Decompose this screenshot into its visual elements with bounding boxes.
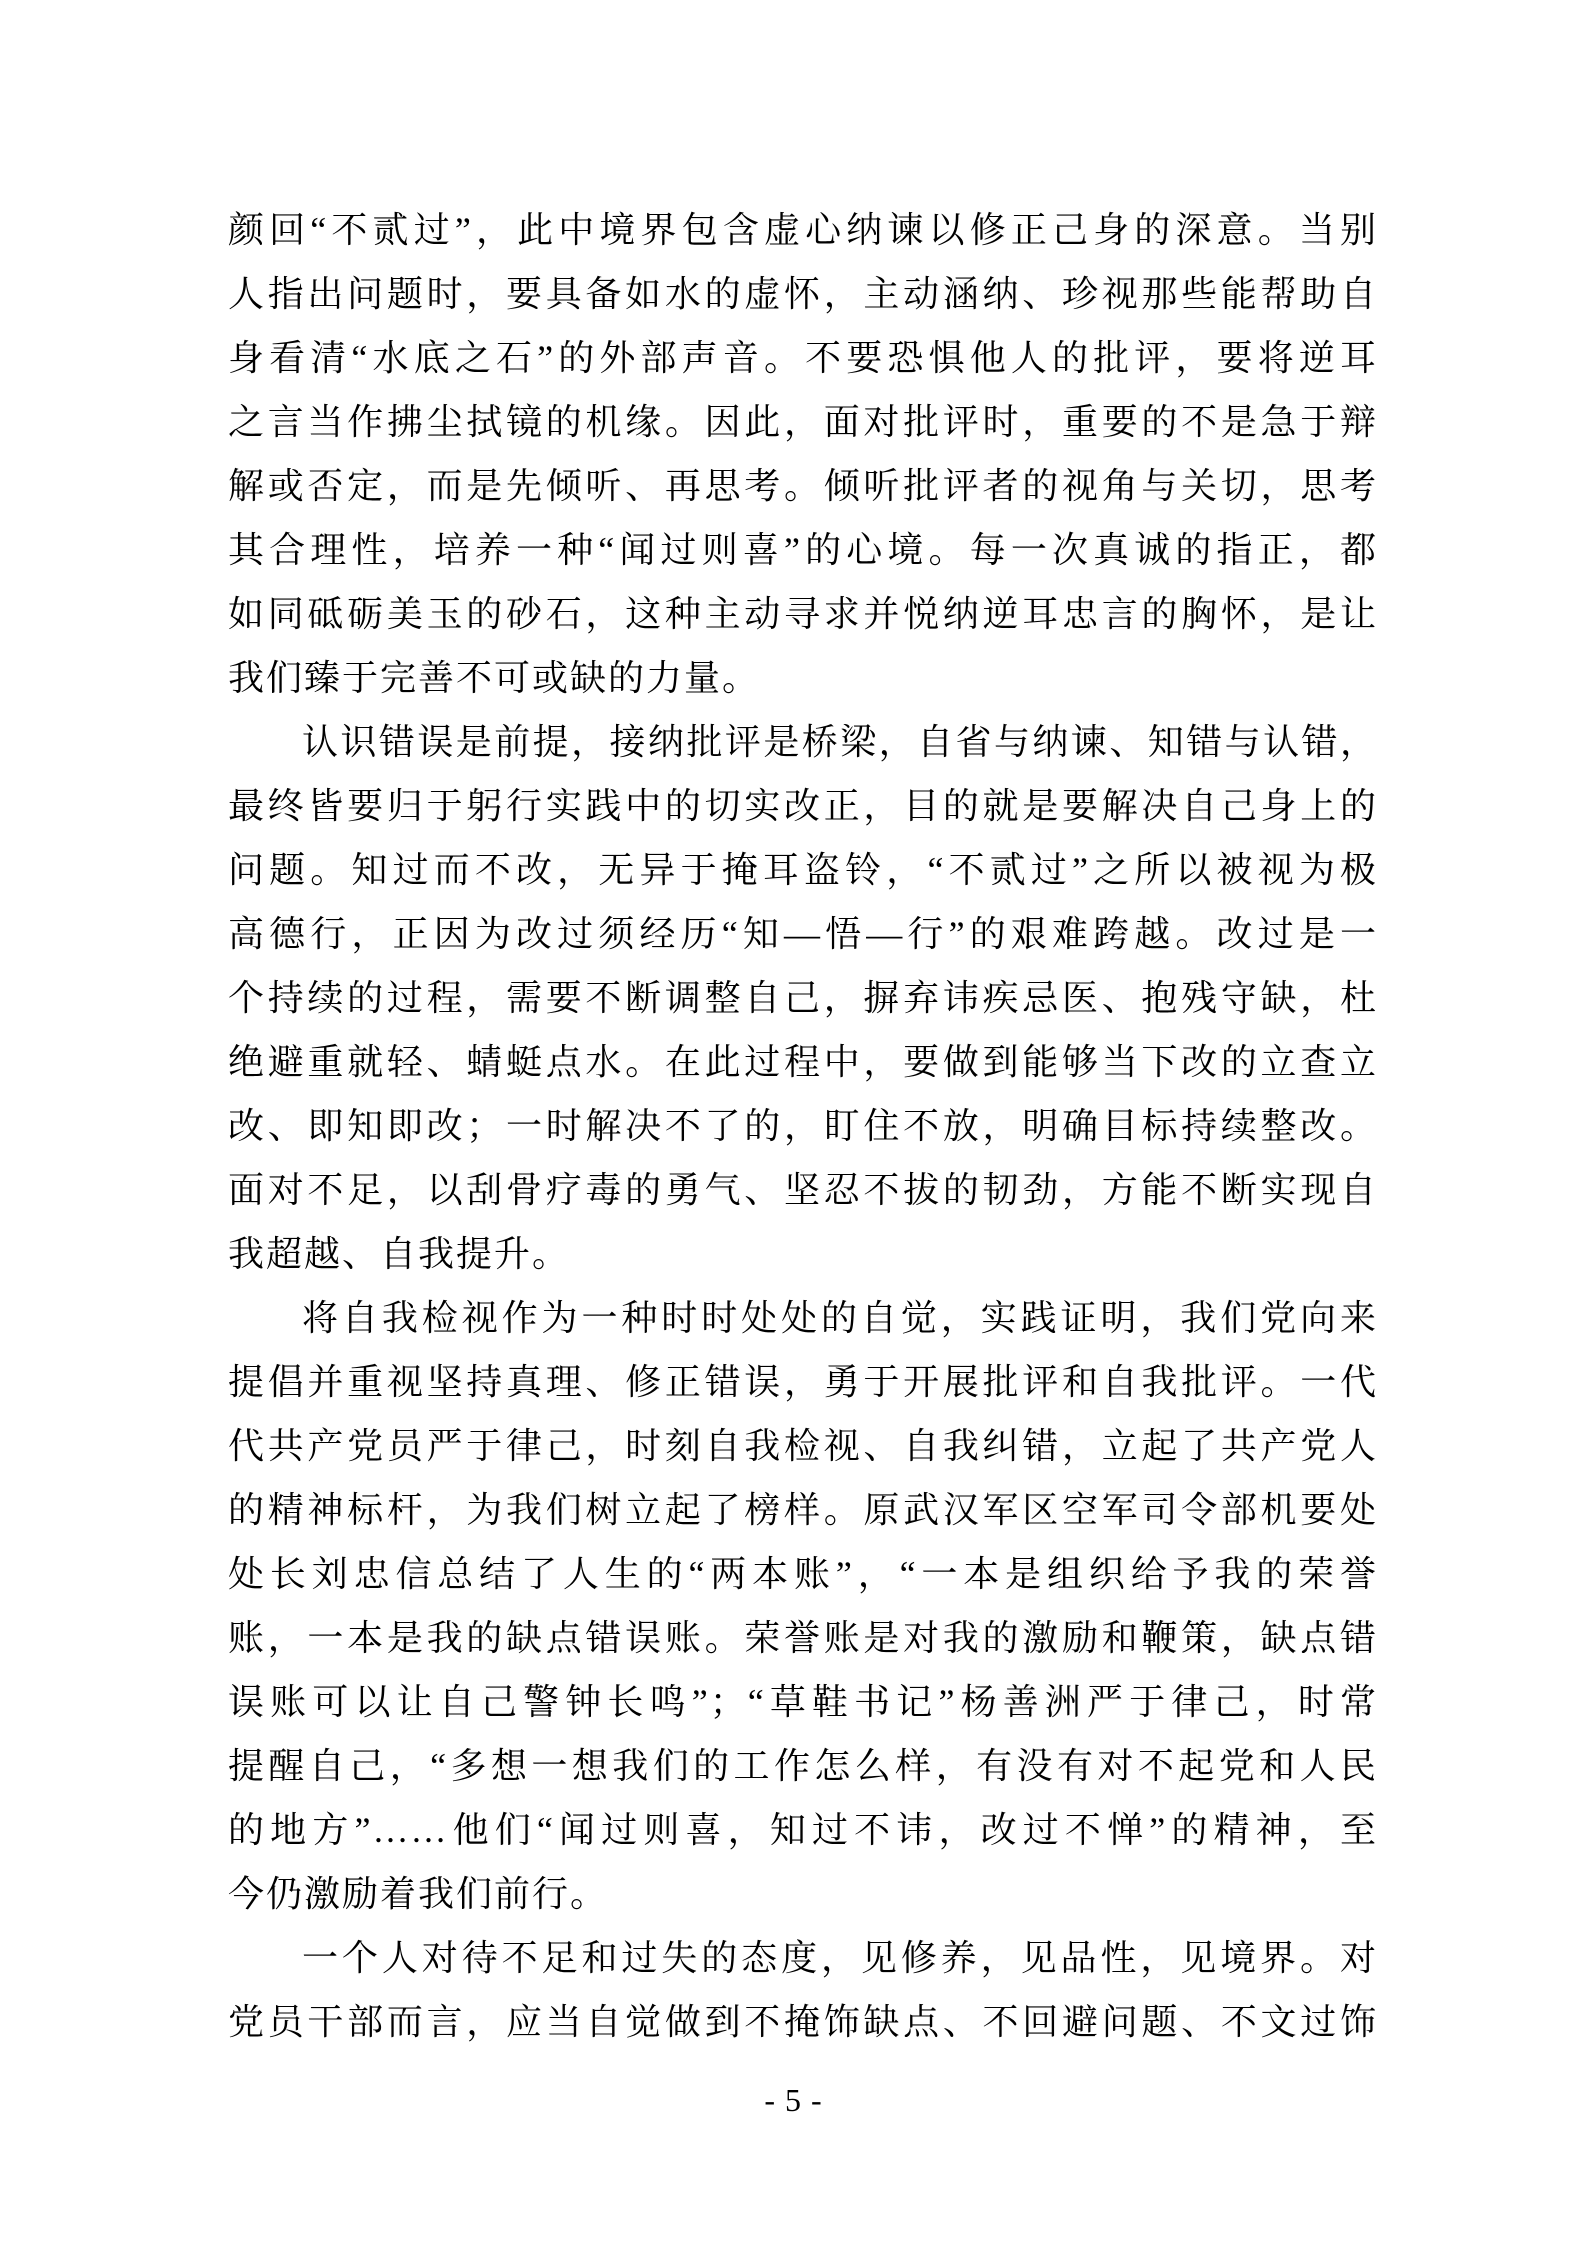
- text-line: 误账可以让自己警钟长鸣”；“草鞋书记”杨善洲严于律己，时常: [228, 1682, 1378, 1722]
- page-text: [228, 198, 1378, 2054]
- text-line: 的地方”……他们“闻过则喜，知过不讳，改过不惮”的精神，至: [228, 1810, 1378, 1850]
- text-line: 如同砥砺美玉的砂石，这种主动寻求并悦纳逆耳忠言的胸怀，是让: [228, 594, 1378, 634]
- paragraph: [228, 198, 1378, 710]
- text-line: 将自我检视作为一种时时处处的自觉，实践证明，我们党向来: [302, 1298, 1378, 1338]
- text-line: 我们臻于完善不可或缺的力量。: [228, 658, 761, 698]
- text-line: 代共产党员严于律己，时刻自我检视、自我纠错，立起了共产党人: [228, 1426, 1378, 1466]
- text-line: 身看清“水底之石”的外部声音。不要恐惧他人的批评，要将逆耳: [228, 338, 1378, 378]
- text-line: 党员干部而言，应当自觉做到不掩饰缺点、不回避问题、不文过饰: [228, 2002, 1378, 2042]
- text-line: 提倡并重视坚持真理、修正错误，勇于开展批评和自我批评。一代: [228, 1362, 1378, 1402]
- page-number: - 5 -: [764, 2082, 823, 2118]
- text-line: 高德行，正因为改过须经历“知—悟—行”的艰难跨越。改过是一: [228, 914, 1378, 954]
- text-line: 解或否定，而是先倾听、再思考。倾听批评者的视角与关切，思考: [228, 466, 1378, 506]
- paragraph: [228, 1926, 1378, 2054]
- text-line: 的精神标杆，为我们树立起了榜样。原武汉军区空军司令部机要处: [228, 1490, 1378, 1530]
- text-line: 一个人对待不足和过失的态度，见修养，见品性，见境界。对: [302, 1938, 1378, 1978]
- text-line: 人指出问题时，要具备如水的虚怀，主动涵纳、珍视那些能帮助自: [228, 274, 1378, 314]
- text-line: 绝避重就轻、蜻蜓点水。在此过程中，要做到能够当下改的立查立: [228, 1042, 1378, 1082]
- text-line: 处长刘忠信总结了人生的“两本账”，“一本是组织给予我的荣誉: [228, 1554, 1378, 1594]
- text-line: 问题。知过而不改，无异于掩耳盗铃，“不贰过”之所以被视为极: [228, 850, 1378, 890]
- paragraph: [228, 710, 1378, 1286]
- text-line: 今仍激励着我们前行。: [228, 1874, 609, 1914]
- text-line: 最终皆要归于躬行实践中的切实改正，目的就是要解决自己身上的: [228, 786, 1378, 826]
- text-line: 改、即知即改；一时解决不了的，盯住不放，明确目标持续整改。: [228, 1106, 1378, 1146]
- paragraph: [228, 1286, 1378, 1926]
- text-line: 颜回“不贰过”，此中境界包含虚心纳谏以修正己身的深意。当别: [228, 210, 1378, 250]
- text-line: 其合理性，培养一种“闻过则喜”的心境。每一次真诚的指正，都: [228, 530, 1378, 570]
- text-line: 认识错误是前提，接纳批评是桥梁，自省与纳谏、知错与认错，: [302, 722, 1378, 762]
- text-line: 之言当作拂尘拭镜的机缘。因此，面对批评时，重要的不是急于辩: [228, 402, 1378, 442]
- text-line: 个持续的过程，需要不断调整自己，摒弃讳疾忌医、抱残守缺，杜: [228, 978, 1378, 1018]
- text-line: 提醒自己，“多想一想我们的工作怎么样，有没有对不起党和人民: [228, 1746, 1378, 1786]
- text-line: 面对不足，以刮骨疗毒的勇气、坚忍不拔的韧劲，方能不断实现自: [228, 1170, 1378, 1210]
- text-line: 我超越、自我提升。: [228, 1234, 571, 1274]
- text-line: 账，一本是我的缺点错误账。荣誉账是对我的激励和鞭策，缺点错: [228, 1618, 1378, 1658]
